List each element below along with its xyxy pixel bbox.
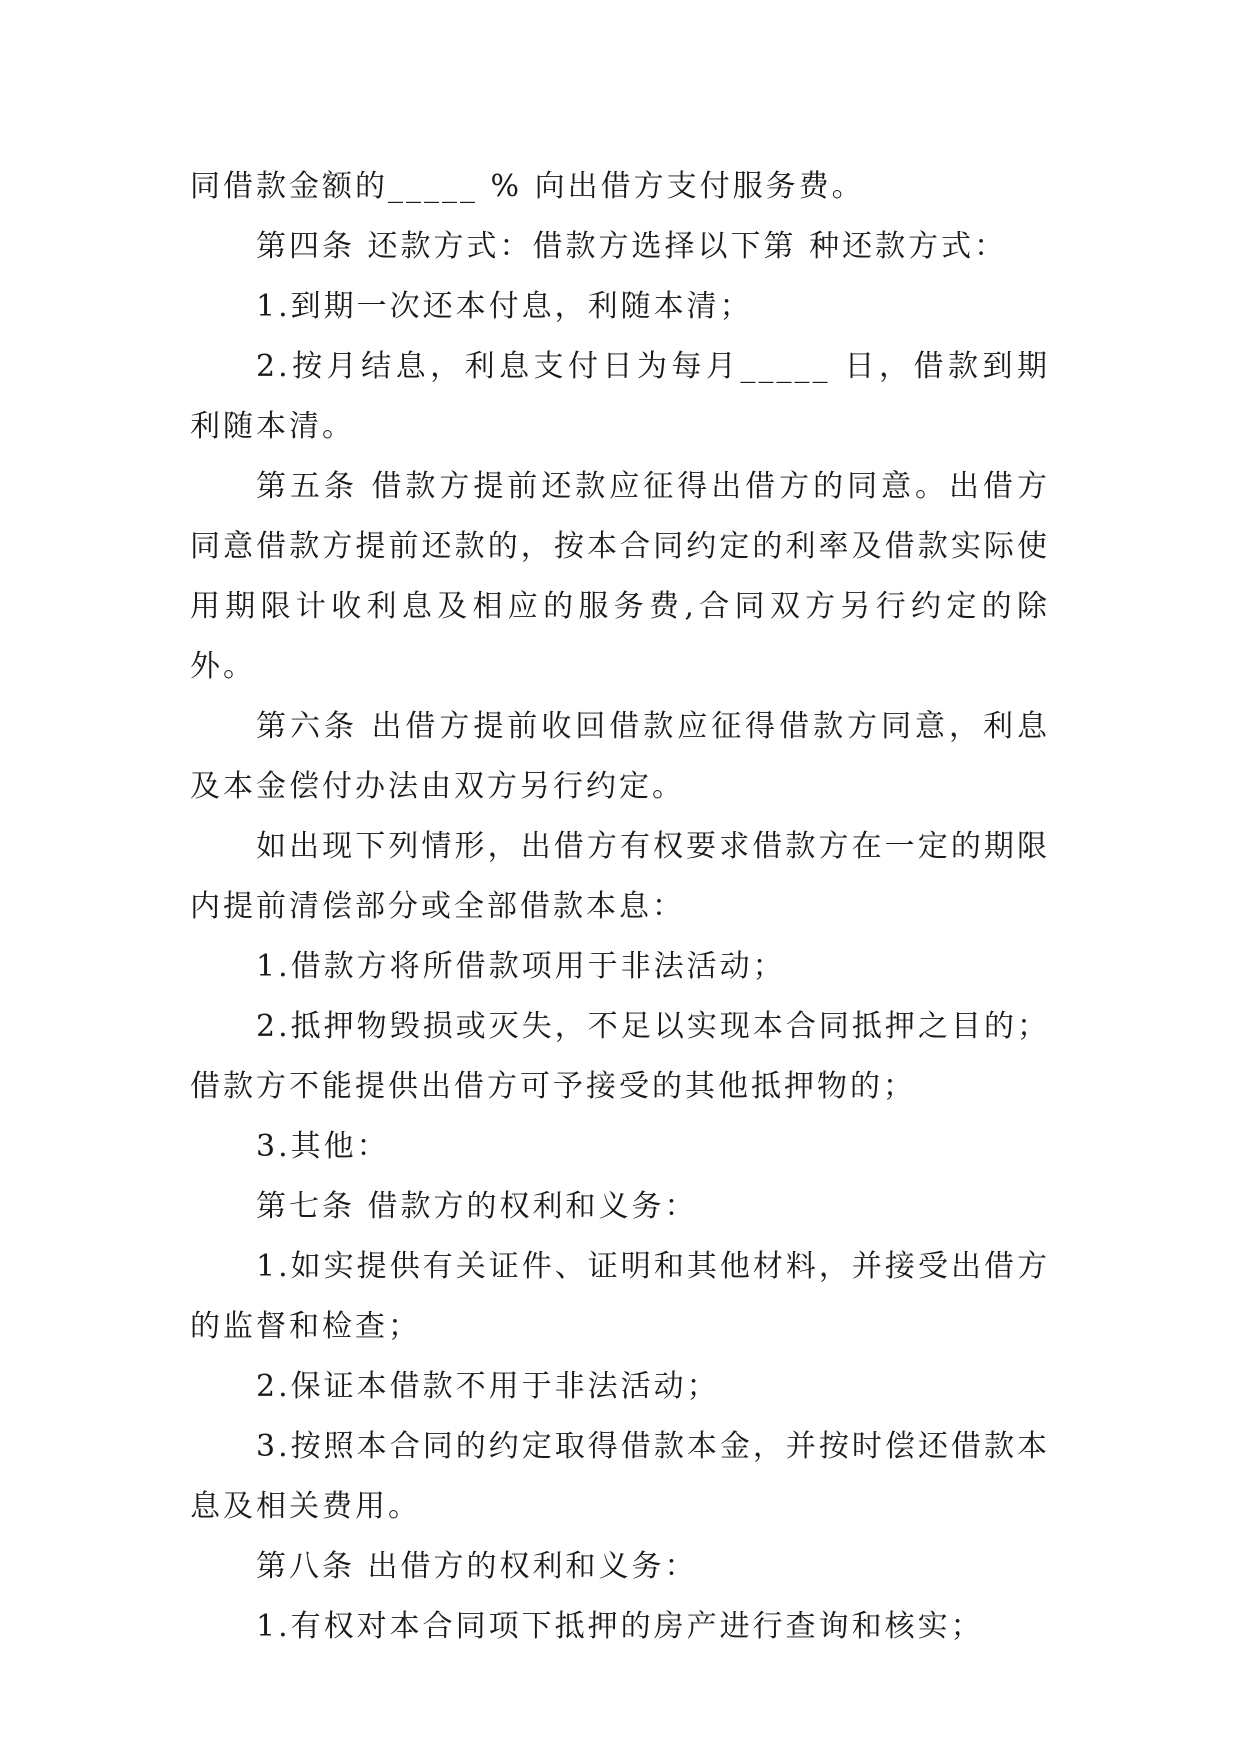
paragraph-service-fee: 同借款金额的_____ % 向出借方支付服务费。 bbox=[190, 169, 865, 204]
document-page bbox=[190, 157, 1050, 1657]
article-8-heading: 第八条 出借方的权利和义务： bbox=[256, 1549, 698, 1584]
article-6: 第六条 出借方提前收回借款应征得借款方同意，利息及本金偿付办法由双方另行约定。 bbox=[190, 709, 1050, 804]
borrower-duty-2: 2.保证本借款不用于非法活动； bbox=[256, 1369, 720, 1404]
article-4-heading: 第四条 还款方式：借款方选择以下第 种还款方式： bbox=[256, 229, 1008, 264]
article-7-heading: 第七条 借款方的权利和义务： bbox=[256, 1189, 698, 1224]
condition-1: 1.借款方将所借款项用于非法活动； bbox=[256, 949, 786, 984]
early-repayment-conditions: 如出现下列情形，出借方有权要求借款方在一定的期限内提前清偿部分或全部借款本息： bbox=[190, 829, 1050, 924]
condition-3: 3.其他： bbox=[256, 1129, 390, 1164]
repayment-option-2: 2.按月结息，利息支付日为每月_____ 日，借款到期利随本清。 bbox=[190, 349, 1050, 444]
borrower-duty-3: 3.按照本合同的约定取得借款本金，并按时偿还借款本息及相关费用。 bbox=[190, 1429, 1050, 1524]
borrower-duty-1: 1.如实提供有关证件、证明和其他材料，并接受出借方的监督和检查； bbox=[190, 1249, 1050, 1344]
repayment-option-1: 1.到期一次还本付息，利随本清； bbox=[256, 289, 753, 324]
lender-right-1: 1.有权对本合同项下抵押的房产进行查询和核实； bbox=[256, 1609, 984, 1644]
condition-2: 2.抵押物毁损或灭失，不足以实现本合同抵押之目的；借款方不能提供出借方可予接受的其他抵押物的； bbox=[190, 1009, 1050, 1104]
article-5: 第五条 借款方提前还款应征得出借方的同意。出借方同意借款方提前还款的，按本合同约定的利率及借款实际使用期限计收利息及相应的服务费,合同双方另行约定的除外。 bbox=[190, 469, 1050, 684]
